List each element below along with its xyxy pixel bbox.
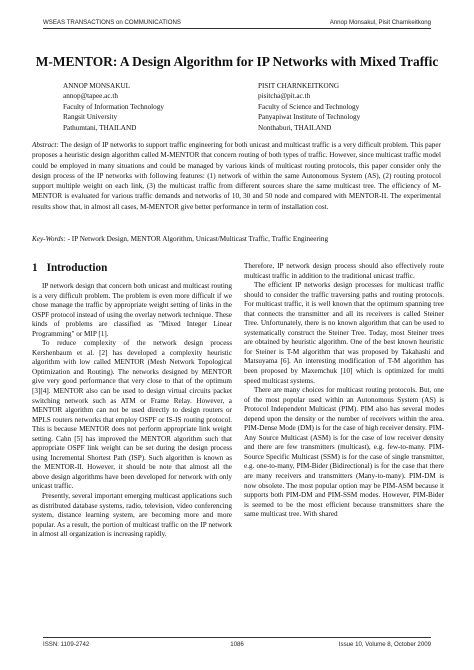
issn: ISSN: 1109-2742 (43, 641, 90, 648)
header-authors: Annop Monsakul, Pisit Charnkeitkong (329, 19, 431, 26)
page-number: 1086 (230, 641, 244, 648)
abstract-text: The design of IP networks to support traffic engineering for both unicast and multicast traffic is a very difficult problem. This paper proposes a heuristic design algorithm called M-MENTOR that concern routing of both types of traffic. However, since multicast traffic model could be employed in many situations and could be managed by various kinds of multicast routing protocols, this paper consider only the design process of the IP networks with following features: (1) network of within the same Autonomous System (AS), (2) routing protocol support multiple weight on each link, (3) the multicast traffic from different sources share the same multicast tree. The efficiency of M-MENTOR is evaluated for various traffic demands and networks of 10, 30 and 50 node and compared with MENTOR-II. The experimental results show that, in almost all cases, M-MENTOR give better performance in term of installation cost. (32, 141, 441, 211)
section-title: Introduction (46, 262, 108, 274)
right-column (244, 262, 444, 520)
section-number: 1 (32, 262, 38, 274)
section-heading (32, 262, 107, 274)
header-rule (43, 28, 431, 29)
issue-info: Issue 10, Volume 8, October 2009 (338, 641, 431, 648)
author-email: pisitcha@pit.ac.th (258, 92, 311, 101)
keywords-text: IP Network Design, MENTOR Algorithm, Unicast/Multicast Traffic, Traffic Engineering (71, 235, 329, 243)
journal-name: WSEAS TRANSACTIONS on COMMUNICATIONS (43, 19, 181, 26)
author-name: ANNOP MONSAKUL (63, 82, 131, 90)
author-location: Nonthaburi, THAILAND (258, 123, 332, 132)
keywords-label: Key-Words: - (32, 235, 70, 243)
paragraph: There are many choices for multicast routing protocols. But, one of the most popular used within an Autonomous System (AS) is Protocol Independent Multicast (PIM). PIM also has several modes depend upon the density or the number of receivers within the area. PIM-Dense Mode (DM) is for the case of high receiver density. PIM-Any Source Multicast (ASM) is for the case of low receiver density and there are few transmitters (multicast), e.g. few-to-many. PIM-Source Specific Multicast (SSM) is for the case of single transmitter, e.g. one-to-many, PIM-Bider (Bidirectional) is for the case that there are many receivers and transmitters (Many-to-many). PIM-DM is now obsolete. The most popular option may be PIM-ASM because it supports both PIM-DM and PIM-SSM modes. However, PIM-Bider is seemed to be the most efficient because transmitters share the same multicast tree. With shared (244, 386, 444, 519)
paragraph: IP network design that concern both unicast and multicast routing is a very difficult problem. The problem is even more difficult if we chose manage the traffic by appropriate weight setting of links in the OSPF protocol instead of using the overlay network technique. These kinds of problems are classified as "Mixed Integer Linear Programming" or MIP [1]. (32, 282, 232, 338)
page-footer (43, 641, 431, 651)
paragraph: The efficient IP networks design processes for multicast traffic should to consider the traffic traversing paths and routing protocols. For multicast traffic, it is well known that the optimum spanning tree that connects the transmitter and all its receivers is called Steiner Tree. Unfortunately, there is no known algorithm that can be used to systematically construct the Steiner Tree. Today, most Steiner trees are obtained by heuristic algorithm. One of the best known heuristic for Steiner is T-M algorithm that was proposed by Takahashi and Matsuyama [6]. An interesting modification of T-M algorithm has been proposed by Maxemchuk [10] which is optimized for multi speed multicast systems. (244, 281, 444, 385)
abstract (32, 140, 441, 212)
paragraph: Presently, several important emerging multicast applications such as distributed database systems, radio, television, video conferencing system, distance learning system, are becoming more and more popular. As a result, the portion of multicast traffic on the IP network in almost all organization is increasing rapidly. (32, 492, 232, 539)
left-column (32, 282, 232, 540)
paragraph: Therefore, IP network design process should also effectively route multicast traffic in addition to the traditional unicast traffic. (244, 262, 444, 280)
paragraph: To reduce complexity of the network design process Kershenbaum et al. [2] has developed a complexity heuristic algorithm with low called MENTOR (Mesh Network Topological Optimization and Routing). The networks designed by MENTOR give very good performance that very close to that of the optimum [3][4]. MENTOR also can be used to design virtual circuits packet switching network such as ATM or Frame Relay. However, a MENTOR algorithm can not be used directly to design routers or MPLS routers networks that employ OSPF or IS-IS routing protocol. This is because MENTOR does not perform appropriate link weight setting. Cahn [5] has improved the MENTOR algorithm such that appropriate OSPF link weight can be set during the design process using Incremental Shortest Path (ISP). Such algorithm is known as the MENTOR-II. However, it should be note that almost all the above design algorithms have been developed for network with only unicast traffic. (32, 339, 232, 491)
keywords (32, 234, 441, 244)
abstract-label: Abstract: (32, 141, 59, 149)
paper-title: M-MENTOR: A Design Algorithm for IP Networks with Mixed Traffic (35, 54, 439, 69)
author-location: Pathumtani, THAILAND (63, 123, 137, 132)
author-department: Faculty of Science and Technology (258, 102, 360, 111)
author-university: Panyapiwat Institute of Technology (258, 113, 361, 122)
author-email: annop@tapee.ac.th (63, 92, 118, 101)
author-name: PISIT CHARNKEITKONG (258, 82, 340, 90)
author-block-1 (63, 81, 164, 133)
author-department: Faculty of Information Technology (63, 102, 164, 111)
author-university: Rangsit University (63, 113, 118, 122)
footer-rule (43, 637, 431, 638)
author-block-2 (258, 81, 360, 133)
